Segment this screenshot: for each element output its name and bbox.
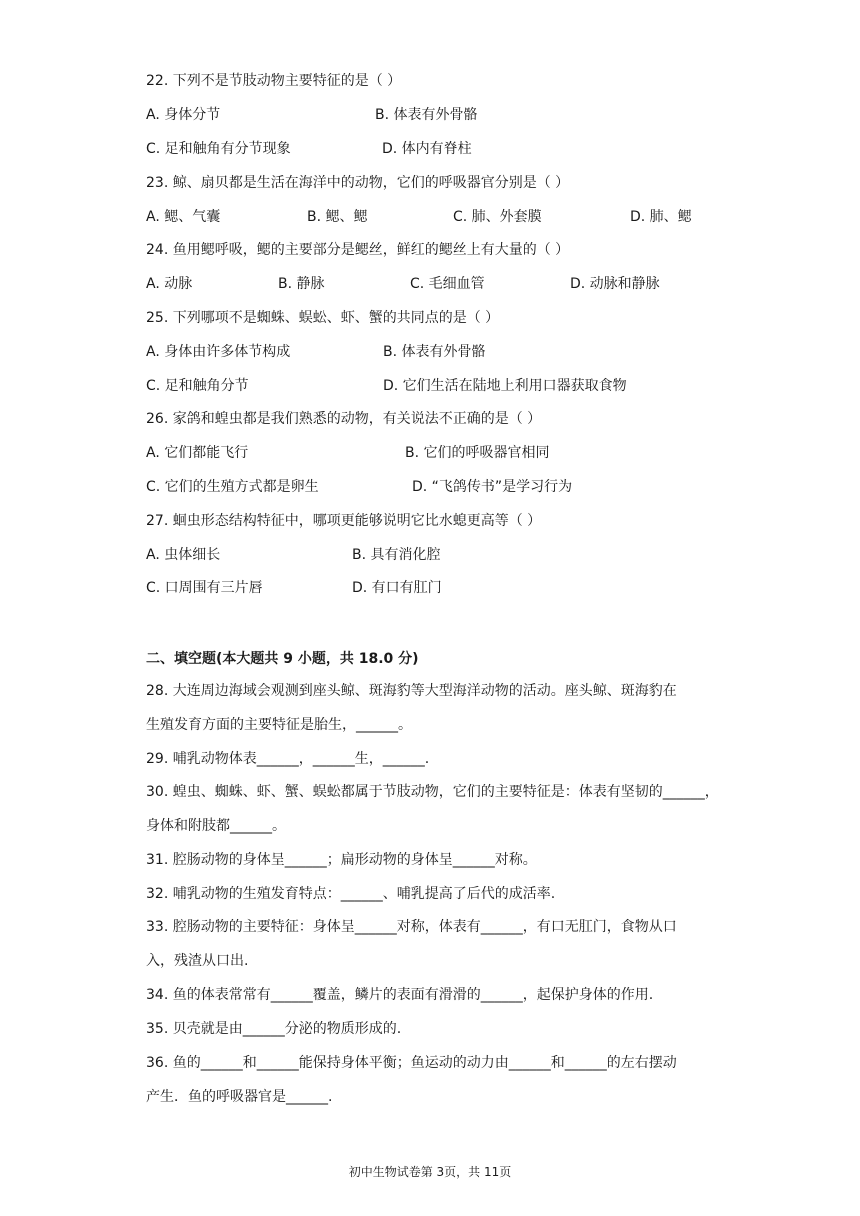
question-26-option-c: C. 它们的生殖方式都是卵生: [146, 479, 319, 495]
question-26-stem: 26. 家鸽和蝗虫都是我们熟悉的动物，有关说法不正确的是（ ）: [146, 411, 542, 427]
question-22-option-a: A. 身体分节: [146, 107, 221, 123]
question-27-option-a: A. 虫体细长: [146, 547, 221, 563]
section-title: 二、填空题(本大题共 9 小题，共 18.0 分): [146, 651, 419, 667]
question-26-option-b: B. 它们的呼吸器官相同: [405, 445, 550, 461]
question-27-stem: 27. 蛔虫形态结构特征中，哪项更能够说明它比水螅更高等（ ）: [146, 513, 542, 529]
question-23-stem: 23. 鲸、扇贝都是生活在海洋中的动物，它们的呼吸器官分别是（ ）: [146, 175, 570, 191]
question-28-line-2: 生殖发育方面的主要特征是胎生，______。: [146, 717, 412, 733]
question-23-option-d: D. 肺、鳃: [630, 209, 692, 225]
question-32: 32. 哺乳动物的生殖发育特点：______、哺乳提高了后代的成活率.: [146, 886, 556, 902]
question-27-option-d: D. 有口有肛门: [352, 580, 442, 596]
question-26-option-d: D. “飞鸽传书”是学习行为: [412, 479, 573, 495]
question-30-line-2: 身体和附肢都______。: [146, 818, 286, 834]
question-28-line-1: 28. 大连周边海域会观测到座头鲸、斑海豹等大型海洋动物的活动。座头鲸、斑海豹在: [146, 683, 677, 699]
question-22-option-b: B. 体表有外骨骼: [375, 107, 478, 123]
question-26-option-a: A. 它们都能飞行: [146, 445, 249, 461]
question-34: 34. 鱼的体表常常有______覆盖，鳞片的表面有滑滑的______，起保护身体的作用.: [146, 987, 654, 1003]
question-22-option-d: D. 体内有脊柱: [382, 141, 472, 157]
question-23-option-a: A. 鳃、气囊: [146, 209, 221, 225]
question-35: 35. 贝壳就是由______分泌的物质形成的.: [146, 1021, 402, 1037]
page-footer: 初中生物试卷第 3页，共 11页: [348, 1165, 512, 1179]
question-22-stem: 22. 下列不是节肢动物主要特征的是（ ）: [146, 73, 402, 89]
question-24-option-a: A. 动脉: [146, 276, 193, 292]
question-36-line-1: 36. 鱼的______和______能保持身体平衡；鱼运动的动力由______和______的左右摆动: [146, 1055, 677, 1071]
question-24-option-d: D. 动脉和静脉: [570, 276, 660, 292]
question-23-option-c: C. 肺、外套膜: [453, 209, 542, 225]
question-24-option-b: B. 静脉: [278, 276, 325, 292]
question-27-option-c: C. 口周围有三片唇: [146, 580, 263, 596]
question-25-option-b: B. 体表有外骨骼: [383, 344, 486, 360]
question-22-option-c: C. 足和触角有分节现象: [146, 141, 291, 157]
question-23-option-b: B. 鳃、鳃: [307, 209, 368, 225]
question-31: 31. 腔肠动物的身体呈______；扁形动物的身体呈______对称。: [146, 852, 537, 868]
question-25-option-d: D. 它们生活在陆地上利用口器获取食物: [383, 378, 627, 394]
question-24-option-c: C. 毛细血管: [410, 276, 485, 292]
question-33-line-2: 入，残渣从口出.: [146, 953, 249, 969]
question-27-option-b: B. 具有消化腔: [352, 547, 441, 563]
question-24-stem: 24. 鱼用鳃呼吸，鳃的主要部分是鳃丝，鲜红的鳃丝上有大量的（ ）: [146, 242, 570, 258]
question-25-option-a: A. 身体由许多体节构成: [146, 344, 291, 360]
question-33-line-1: 33. 腔肠动物的主要特征：身体呈______对称，体表有______，有口无肛门，食物从口: [146, 919, 677, 935]
question-25-stem: 25. 下列哪项不是蜘蛛、蜈蚣、虾、蟹的共同点的是（ ）: [146, 310, 500, 326]
question-29: 29. 哺乳动物体表______，______生，______.: [146, 751, 430, 767]
question-36-line-2: 产生．鱼的呼吸器官是______.: [146, 1089, 333, 1105]
question-30-line-1: 30. 蝗虫、蜘蛛、虾、蟹、蜈蚣都属于节肢动物，它们的主要特征是：体表有坚韧的______，: [146, 784, 719, 800]
question-25-option-c: C. 足和触角分节: [146, 378, 249, 394]
